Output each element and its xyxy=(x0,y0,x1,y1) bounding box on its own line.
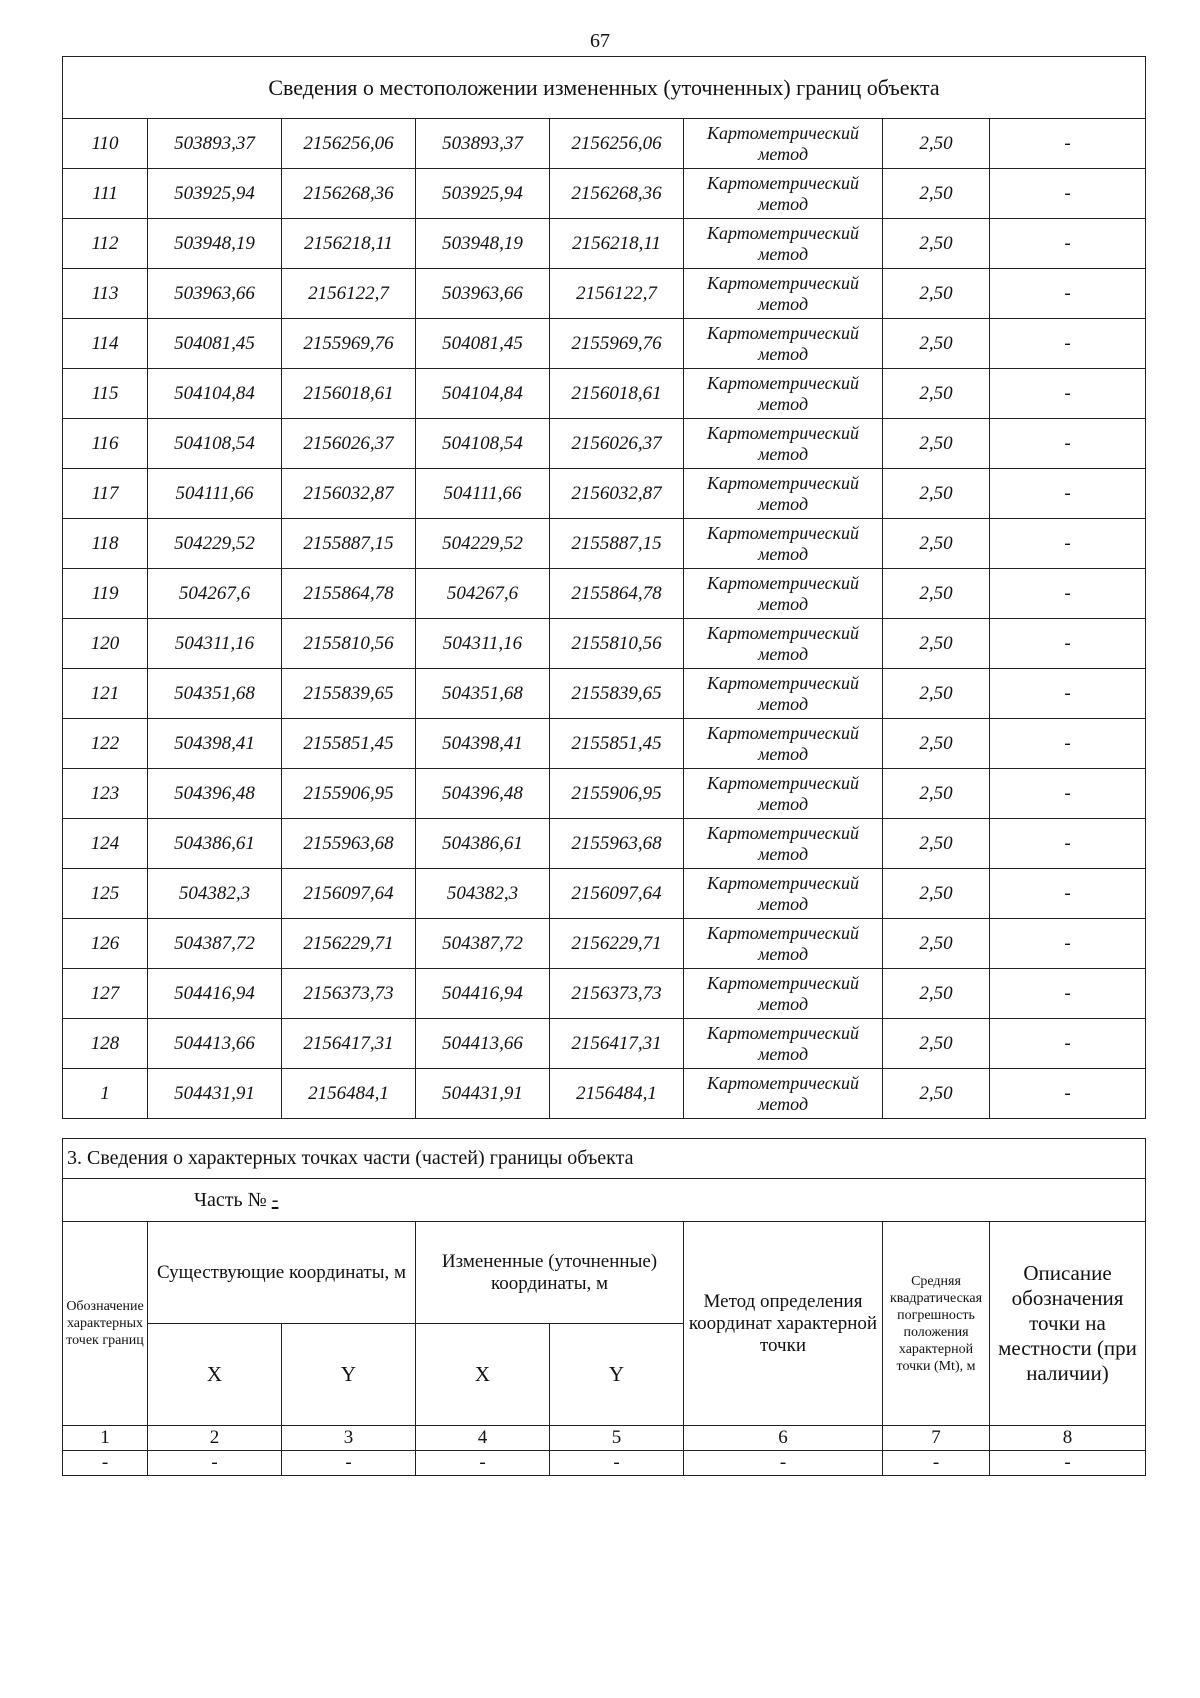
table-cell: 504081,45 xyxy=(416,319,550,369)
table-cell: - xyxy=(883,1451,990,1476)
table-cell: 2155906,95 xyxy=(550,769,684,819)
table-cell: Картометрический метод xyxy=(684,319,883,369)
table-cell: 2,50 xyxy=(883,319,990,369)
table-cell: - xyxy=(684,1451,883,1476)
table-cell: 504229,52 xyxy=(148,519,282,569)
table-cell: 504081,45 xyxy=(148,319,282,369)
table-cell: - xyxy=(416,1451,550,1476)
table-cell: - xyxy=(990,1019,1146,1069)
table-cell: 2156373,73 xyxy=(550,969,684,1019)
table-cell: 2155851,45 xyxy=(550,719,684,769)
table-cell: 503963,66 xyxy=(148,269,282,319)
table-cell: - xyxy=(990,719,1146,769)
table-cell: 503893,37 xyxy=(416,119,550,169)
table-cell: - xyxy=(990,819,1146,869)
part-number: - xyxy=(271,1188,279,1211)
table-cell: 1 xyxy=(63,1069,148,1119)
table-cell: 2156218,11 xyxy=(282,219,416,269)
table-row xyxy=(63,119,1146,169)
table-cell: 2156417,31 xyxy=(282,1019,416,1069)
table-row xyxy=(63,619,1146,669)
table-cell: Картометрический метод xyxy=(684,119,883,169)
table-cell: 504267,6 xyxy=(148,569,282,619)
table-cell: - xyxy=(990,769,1146,819)
table-cell: 2155839,65 xyxy=(282,669,416,719)
table-cell: 2156256,06 xyxy=(282,119,416,169)
table-cell: - xyxy=(990,619,1146,669)
table-cell: 2,50 xyxy=(883,819,990,869)
part-points-table xyxy=(62,1138,1146,1476)
table-cell: - xyxy=(990,319,1146,369)
table-cell: 2,50 xyxy=(883,269,990,319)
table-cell: 2156032,87 xyxy=(282,469,416,519)
table-cell: 504111,66 xyxy=(416,469,550,519)
table-row xyxy=(63,719,1146,769)
table-cell: Картометрический метод xyxy=(684,219,883,269)
table-cell: Картометрический метод xyxy=(684,469,883,519)
table-cell: 504413,66 xyxy=(148,1019,282,1069)
table-cell: - xyxy=(990,119,1146,169)
table-cell: 504311,16 xyxy=(416,619,550,669)
table-cell: 2156256,06 xyxy=(550,119,684,169)
table-cell: - xyxy=(990,169,1146,219)
table-cell: 503963,66 xyxy=(416,269,550,319)
table-cell: 503925,94 xyxy=(416,169,550,219)
header-changed-coords: Измененные (уточненные) координаты, м xyxy=(416,1222,684,1324)
table-cell: - xyxy=(990,969,1146,1019)
table-cell: 2155851,45 xyxy=(282,719,416,769)
table-cell: - xyxy=(990,469,1146,519)
table-cell: 503948,19 xyxy=(416,219,550,269)
table-cell: 111 xyxy=(63,169,148,219)
page-number: 67 xyxy=(590,30,610,52)
table-cell: - xyxy=(990,869,1146,919)
table-cell: 2155963,68 xyxy=(550,819,684,869)
table-cell: 121 xyxy=(63,669,148,719)
table-cell: 2156417,31 xyxy=(550,1019,684,1069)
table-cell: - xyxy=(990,919,1146,969)
table-cell: 2155864,78 xyxy=(550,569,684,619)
header-changed-y: Y xyxy=(550,1324,684,1426)
column-number: 8 xyxy=(990,1426,1146,1451)
table-row xyxy=(63,769,1146,819)
table-cell: 114 xyxy=(63,319,148,369)
table-row xyxy=(63,269,1146,319)
table-cell: 504111,66 xyxy=(148,469,282,519)
table-row xyxy=(63,669,1146,719)
table-cell: - xyxy=(63,1451,148,1476)
table-row xyxy=(63,819,1146,869)
table-cell: Картометрический метод xyxy=(684,519,883,569)
table-cell: 504104,84 xyxy=(148,369,282,419)
table-cell: Картометрический метод xyxy=(684,819,883,869)
table-cell: Картометрический метод xyxy=(684,419,883,469)
boundary-points-table xyxy=(62,56,1146,1119)
table-cell: 2156229,71 xyxy=(550,919,684,969)
column-number: 6 xyxy=(684,1426,883,1451)
column-number: 2 xyxy=(148,1426,282,1451)
table-cell: 2,50 xyxy=(883,1019,990,1069)
table-cell: 504416,94 xyxy=(416,969,550,1019)
table-cell: 504108,54 xyxy=(416,419,550,469)
header-existing-coords: Существующие координаты, м xyxy=(148,1222,416,1324)
table-cell: 504382,3 xyxy=(148,869,282,919)
table-cell: 128 xyxy=(63,1019,148,1069)
column-number: 5 xyxy=(550,1426,684,1451)
table-cell: 504267,6 xyxy=(416,569,550,619)
table-cell: 2155969,76 xyxy=(282,319,416,369)
table-title: Сведения о местоположении измененных (уточненных) границ объекта xyxy=(63,57,1146,119)
table-cell: 115 xyxy=(63,369,148,419)
table-cell: - xyxy=(990,1451,1146,1476)
table-cell: Картометрический метод xyxy=(684,369,883,419)
table-cell: - xyxy=(990,419,1146,469)
table-row xyxy=(63,519,1146,569)
table-cell: 2155839,65 xyxy=(550,669,684,719)
table-cell: 2155887,15 xyxy=(282,519,416,569)
table-cell: 504398,41 xyxy=(416,719,550,769)
table-cell: 503893,37 xyxy=(148,119,282,169)
header-description: Описание обозначения точки на местности (при наличии) xyxy=(990,1222,1146,1426)
table-cell: 2,50 xyxy=(883,719,990,769)
table-cell: 123 xyxy=(63,769,148,819)
part-label-text: Часть № xyxy=(194,1188,267,1211)
table-cell: 504311,16 xyxy=(148,619,282,669)
table-cell: 2,50 xyxy=(883,969,990,1019)
table-row xyxy=(63,1019,1146,1069)
table-cell: 504431,91 xyxy=(148,1069,282,1119)
table-cell: 503925,94 xyxy=(148,169,282,219)
table-cell: 2,50 xyxy=(883,769,990,819)
table-cell: 504396,48 xyxy=(148,769,282,819)
table-cell: 116 xyxy=(63,419,148,469)
table-cell: 2155887,15 xyxy=(550,519,684,569)
table-cell: 117 xyxy=(63,469,148,519)
table-cell: - xyxy=(990,569,1146,619)
table-cell: - xyxy=(990,219,1146,269)
table-cell: - xyxy=(990,1069,1146,1119)
table-cell: 2156122,7 xyxy=(550,269,684,319)
table-row xyxy=(63,169,1146,219)
table-cell: Картометрический метод xyxy=(684,769,883,819)
table-cell: 504108,54 xyxy=(148,419,282,469)
header-existing-x: X xyxy=(148,1324,282,1426)
table-cell: 504229,52 xyxy=(416,519,550,569)
table-cell: 504104,84 xyxy=(416,369,550,419)
table-cell: 2156026,37 xyxy=(550,419,684,469)
table-cell: 504431,91 xyxy=(416,1069,550,1119)
table-cell: Картометрический метод xyxy=(684,869,883,919)
table-cell: Картометрический метод xyxy=(684,569,883,619)
table-cell: Картометрический метод xyxy=(684,619,883,669)
table-cell: - xyxy=(148,1451,282,1476)
table-row xyxy=(63,219,1146,269)
table-row xyxy=(63,1069,1146,1119)
table-cell: 2,50 xyxy=(883,119,990,169)
table-cell: 504386,61 xyxy=(416,819,550,869)
table-cell: Картометрический метод xyxy=(684,969,883,1019)
header-existing-y: Y xyxy=(282,1324,416,1426)
empty-data-row xyxy=(63,1451,1146,1476)
column-number: 1 xyxy=(63,1426,148,1451)
table-cell: 2156018,61 xyxy=(282,369,416,419)
table-cell: 2156097,64 xyxy=(550,869,684,919)
table-cell: - xyxy=(990,369,1146,419)
table-cell: 504382,3 xyxy=(416,869,550,919)
table-cell: 127 xyxy=(63,969,148,1019)
table-cell: 504387,72 xyxy=(148,919,282,969)
table-row xyxy=(63,569,1146,619)
table-cell: 2,50 xyxy=(883,569,990,619)
table-cell: - xyxy=(990,669,1146,719)
table-row xyxy=(63,319,1146,369)
table-cell: 2156373,73 xyxy=(282,969,416,1019)
table-cell: 2155969,76 xyxy=(550,319,684,369)
table-cell: 2155963,68 xyxy=(282,819,416,869)
table-cell: 2156026,37 xyxy=(282,419,416,469)
table-cell: Картометрический метод xyxy=(684,1069,883,1119)
column-number: 3 xyxy=(282,1426,416,1451)
table-cell: Картометрический метод xyxy=(684,919,883,969)
table-cell: 113 xyxy=(63,269,148,319)
table-cell: 122 xyxy=(63,719,148,769)
table-cell: 2156032,87 xyxy=(550,469,684,519)
table-cell: 120 xyxy=(63,619,148,669)
table-row xyxy=(63,869,1146,919)
table-row xyxy=(63,369,1146,419)
table-cell: 2,50 xyxy=(883,919,990,969)
table-row xyxy=(63,919,1146,969)
table-cell: 504416,94 xyxy=(148,969,282,1019)
header-point-designation: Обозначение характерных точек границ xyxy=(63,1222,148,1426)
table-cell: 126 xyxy=(63,919,148,969)
table-cell: 503948,19 xyxy=(148,219,282,269)
table-cell: 2156097,64 xyxy=(282,869,416,919)
table-cell: 2156218,11 xyxy=(550,219,684,269)
table-cell: 112 xyxy=(63,219,148,269)
header-changed-x: X xyxy=(416,1324,550,1426)
section-title: 3. Сведения о характерных точках части (частей) границы объекта xyxy=(63,1139,1146,1179)
table-row xyxy=(63,969,1146,1019)
column-numbers-row xyxy=(63,1426,1146,1451)
table-cell: 2,50 xyxy=(883,869,990,919)
table-cell: 2156268,36 xyxy=(282,169,416,219)
table-cell: Картометрический метод xyxy=(684,269,883,319)
table-cell: 2,50 xyxy=(883,419,990,469)
table-cell: 2155810,56 xyxy=(282,619,416,669)
table-cell: 2,50 xyxy=(883,519,990,569)
table-cell: 119 xyxy=(63,569,148,619)
table-cell: 2,50 xyxy=(883,469,990,519)
table-cell: - xyxy=(990,519,1146,569)
table-cell: 2,50 xyxy=(883,669,990,719)
table-cell: 504387,72 xyxy=(416,919,550,969)
table-cell: 2156018,61 xyxy=(550,369,684,419)
table-cell: 125 xyxy=(63,869,148,919)
column-number: 4 xyxy=(416,1426,550,1451)
table-cell: 118 xyxy=(63,519,148,569)
table-row xyxy=(63,469,1146,519)
table-cell: 504351,68 xyxy=(148,669,282,719)
table-cell: 2,50 xyxy=(883,1069,990,1119)
table-cell: 504413,66 xyxy=(416,1019,550,1069)
table-cell: 504351,68 xyxy=(416,669,550,719)
table-cell: 2156484,1 xyxy=(282,1069,416,1119)
table-row xyxy=(63,419,1146,469)
table-cell: 124 xyxy=(63,819,148,869)
part-label xyxy=(63,1179,1146,1222)
table-cell: 2156229,71 xyxy=(282,919,416,969)
table-cell: 2155864,78 xyxy=(282,569,416,619)
header-method: Метод определения координат характерной точки xyxy=(684,1222,883,1426)
table-cell: 2,50 xyxy=(883,219,990,269)
column-number: 7 xyxy=(883,1426,990,1451)
table-cell: 2155810,56 xyxy=(550,619,684,669)
table-cell: Картометрический метод xyxy=(684,669,883,719)
table-cell: 504386,61 xyxy=(148,819,282,869)
table-cell: 2,50 xyxy=(883,169,990,219)
table-cell: 2,50 xyxy=(883,369,990,419)
table-cell: 504396,48 xyxy=(416,769,550,819)
table-cell: 2155906,95 xyxy=(282,769,416,819)
table-cell: 2156122,7 xyxy=(282,269,416,319)
table-cell: Картометрический метод xyxy=(684,169,883,219)
table-cell: 110 xyxy=(63,119,148,169)
table-cell: 504398,41 xyxy=(148,719,282,769)
header-rms-error: Средняя квадратическая погрешность положения характерной точки (Mt), м xyxy=(883,1222,990,1426)
table-cell: Картометрический метод xyxy=(684,719,883,769)
table-cell: - xyxy=(282,1451,416,1476)
table-cell: 2156484,1 xyxy=(550,1069,684,1119)
table-cell: 2156268,36 xyxy=(550,169,684,219)
table-cell: - xyxy=(550,1451,684,1476)
table-cell: - xyxy=(990,269,1146,319)
table-cell: Картометрический метод xyxy=(684,1019,883,1069)
table-cell: 2,50 xyxy=(883,619,990,669)
